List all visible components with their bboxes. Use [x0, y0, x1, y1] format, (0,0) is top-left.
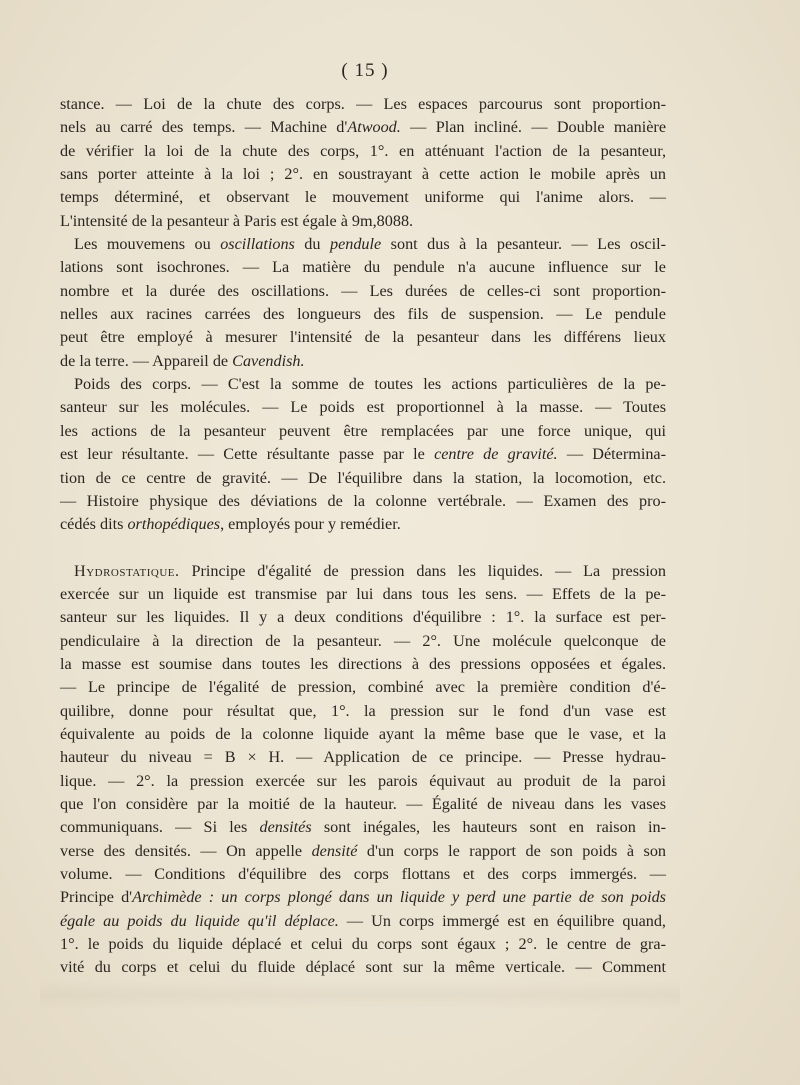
italic-run: densité: [311, 841, 358, 860]
text-line: [60, 443, 666, 466]
text-line: [60, 630, 666, 653]
text-run: exercée sur un liquide est transmise par lui dans tous les sens. — Effets de la pe-: [60, 584, 666, 603]
text-run: nombre et la durée des oscillations. — Les durées de celles-ci sont proportion-: [60, 281, 666, 300]
text-run: sans porter atteinte à la loi ; 2°. en soustrayant à cette action le mobile après un: [60, 165, 666, 184]
text-run: de vérifier la loi de la chute des corps, 1°. en atténuant l'action de la pesanteur,: [60, 141, 666, 160]
text-run: sont inégales, les hauteurs sont en raison in-: [311, 818, 666, 837]
text-run: Principe d'égalité de pression dans les liquides. — La pression: [179, 561, 666, 580]
text-line: [60, 676, 666, 699]
text-run: — Un corps immergé est en équilibre quand,: [338, 911, 666, 930]
text-run: que l'on considère par la moitié de la hauteur. — Égalité de niveau dans les vases: [60, 794, 666, 813]
text-run: santeur sur les molécules. — Le poids est proportionnel à la masse. — Toutes: [60, 398, 666, 417]
text-run: pendiculaire à la direction de la pesanteur. — 2°. Une molécule quelconque de: [60, 631, 666, 650]
text-line: [60, 816, 666, 839]
text-line: [60, 280, 666, 303]
text-line: [60, 583, 666, 606]
paragraph-pendule: [60, 233, 666, 373]
text-run: équivalente au poids de la colonne liquide ayant la même base que le vase, et la: [60, 724, 666, 743]
text-run: L'intensité de la pesanteur à Paris est égale à 9m,8088.: [60, 211, 414, 230]
text-line: [60, 933, 666, 956]
italic-run: Cavendish.: [232, 351, 305, 370]
text-run: nelles aux racines carrées des longueurs des fils de suspension. — Le pendule: [60, 305, 666, 324]
text-line: [60, 140, 666, 163]
text-run: peut être employé à mesurer l'intensité de la pesanteur dans les différens lieux: [60, 328, 666, 347]
text-line: [60, 256, 666, 279]
text-run: communiquans. — Si les: [60, 818, 260, 837]
text-run: du: [294, 235, 330, 254]
text-run: volume. — Conditions d'équilibre des corps flottans et des corps immergés. —: [60, 865, 666, 883]
text-line: [60, 863, 666, 886]
text-line: [60, 560, 666, 583]
text-line: [60, 467, 666, 490]
text-run: vité du corps et celui du fluide déplacé sont sur la même verticale. — Comment: [60, 958, 666, 977]
text-run: d'un corps le rapport de son poids à son: [357, 841, 667, 860]
text-run: temps déterminé, et observant le mouvement uniforme qui l'anime alors. —: [60, 188, 666, 207]
text-run: santeur sur les liquides. Il y a deux conditions d'équilibre : 1°. la surface est per-: [60, 608, 666, 627]
text-run: — Plan incliné. — Double manière: [400, 118, 667, 137]
paragraph-hydrostatique: [60, 560, 666, 980]
text-line: [60, 513, 666, 536]
text-run: sont dus à la pesanteur. — Les oscil-: [381, 235, 666, 254]
text-run: cédés dits: [60, 515, 128, 534]
text-run: hauteur du niveau = B × H. — Application de ce principe. — Presse hydrau-: [60, 748, 666, 767]
italic-run: égale au poids du liquide qu'il déplace.: [60, 911, 339, 930]
text-line: [60, 886, 666, 909]
text-line: [60, 840, 666, 863]
text-run: 1°. le poids du liquide déplacé et celui du corps sont égaux ; 2°. le centre de gra-: [60, 935, 666, 954]
text-line: [60, 910, 666, 933]
italic-run: centre de gravité.: [434, 445, 558, 464]
italic-run: densités: [259, 818, 312, 837]
paragraph-chute-des-corps: [60, 93, 666, 233]
text-line: [60, 746, 666, 769]
text-run: , employés pour y remédier.: [220, 515, 401, 534]
italic-run: orthopédiques: [127, 515, 221, 534]
page-number: ( 15 ): [341, 60, 389, 81]
text-line: [60, 606, 666, 629]
text-run: Principe d': [60, 888, 133, 907]
text-run: nels au carré des temps. — Machine d': [60, 118, 348, 137]
text-run: lique. — 2°. la pression exercée sur les parois équivaut au produit de la paroi: [60, 771, 666, 790]
text-run: — Le principe de l'égalité de pression, combiné avec la première condition d'é-: [60, 678, 666, 697]
text-run: la masse est soumise dans toutes les directions à des pressions opposées et égales.: [60, 654, 666, 673]
paragraph-poids: [60, 373, 666, 536]
text-run: Poids des corps. — C'est la somme de toutes les actions particulières de la pe-: [74, 375, 666, 394]
text-run: verse des densités. — On appelle: [60, 841, 312, 860]
italic-run: pendule: [329, 235, 382, 254]
text-line: [60, 326, 666, 349]
text-run: est leur résultante. — Cette résultante passe par le: [60, 445, 435, 464]
text-run: stance. — Loi de la chute des corps. — Les espaces parcourus sont proportion-: [60, 95, 666, 113]
italic-run: oscillations: [220, 235, 295, 254]
text-line: [60, 373, 666, 396]
text-line: [60, 186, 666, 209]
text-line: [60, 723, 666, 746]
text-line: [60, 93, 666, 116]
text-run: de la terre. — Appareil de: [60, 351, 233, 370]
text-run: lations sont isochrones. — La matière du pendule n'a aucune influence sur le: [60, 258, 666, 277]
text-line: [60, 350, 666, 373]
text-line: [60, 210, 666, 233]
text-run: quilibre, donne pour résultat que, 1°. la pression sur le fond d'un vase est: [60, 701, 666, 720]
text-line: [60, 490, 666, 513]
section-gap: [60, 537, 666, 560]
text-line: [60, 396, 666, 419]
body-text: [60, 93, 666, 980]
small-caps-run: Hydrostatique.: [74, 561, 180, 580]
paper-show-through: [40, 980, 680, 1010]
text-line: [60, 770, 666, 793]
italic-run: Archimède : un corps plongé dans un liquide y perd une partie de son poids: [132, 888, 666, 907]
text-run: tion de ce centre de gravité. — De l'équilibre dans la station, la locomotion, etc.: [60, 468, 666, 487]
text-run: les actions de la pesanteur peuvent être remplacées par une force unique, qui: [60, 421, 666, 440]
text-line: [60, 700, 666, 723]
text-line: [60, 233, 666, 256]
text-line: [60, 420, 666, 443]
text-line: [60, 793, 666, 816]
text-run: — Détermina-: [557, 445, 666, 464]
text-run: Les mouvemens ou: [74, 235, 221, 254]
text-line: [60, 116, 666, 139]
text-line: [60, 163, 666, 186]
italic-run: Atwood.: [347, 118, 401, 137]
text-run: — Histoire physique des déviations de la colonne vertébrale. — Examen des pro-: [60, 491, 666, 510]
text-line: [60, 303, 666, 326]
text-line: [60, 956, 666, 979]
text-line: [60, 653, 666, 676]
